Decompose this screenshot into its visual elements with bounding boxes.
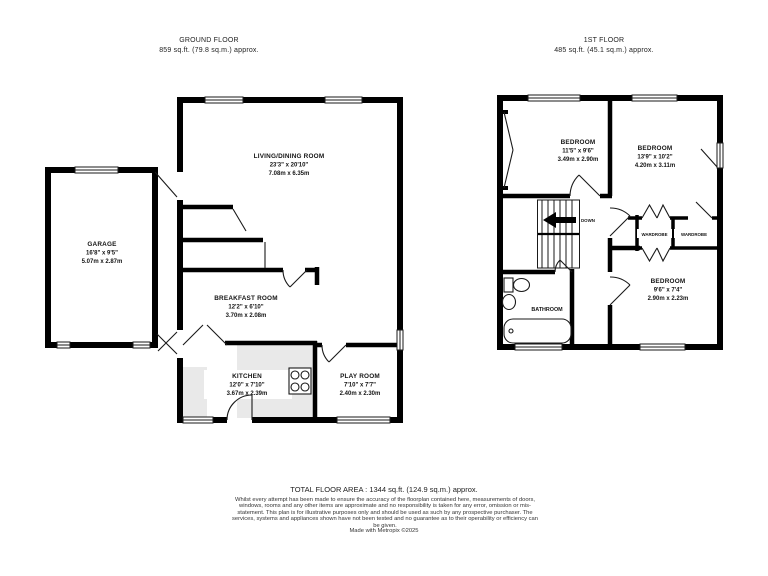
first-floor-area: 485 sq.ft. (45.1 sq.m.) approx. (554, 46, 654, 54)
room-dim-living-dining-metric: 7.08m x 6.35m (268, 171, 310, 177)
room-dim-kitchen-metric: 3.67m x 2.39m (226, 391, 268, 397)
room-label-breakfast: BREAKFAST ROOM (214, 295, 278, 302)
window (183, 417, 213, 423)
room-label-bedroom-right: BEDROOM (637, 145, 673, 152)
stairs (538, 200, 595, 268)
window (205, 97, 243, 103)
bathtub-icon (504, 319, 571, 343)
sink-icon (503, 295, 516, 310)
window (632, 95, 677, 101)
window (133, 342, 150, 348)
total-floor-area: TOTAL FLOOR AREA : 1344 sq.ft. (124.9 sq.m.) approx. (290, 485, 478, 494)
room-dim-living-dining-imperial: 23'3" x 20'10" (269, 162, 309, 169)
window (75, 167, 118, 173)
room-label-kitchen: KITCHEN (232, 373, 262, 380)
window (717, 143, 723, 168)
room-dim-play-imperial: 7'10" x 7'7" (344, 382, 376, 389)
garage-walls (45, 167, 158, 348)
window (325, 97, 362, 103)
room-dim-bedroom-right-imperial: 13'9" x 10'2" (637, 154, 673, 161)
room-dim-kitchen-imperial: 12'0" x 7'10" (229, 382, 265, 389)
room-dim-bedroom-left-metric: 3.49m x 2.90m (557, 157, 599, 163)
room-label-living-dining: LIVING/DINING ROOM (253, 153, 325, 160)
room-label-garage: GARAGE (87, 241, 117, 248)
room-label-bedroom-left: BEDROOM (560, 139, 596, 146)
window (57, 342, 70, 348)
window (397, 330, 403, 350)
room-dim-bedroom-back-metric: 2.90m x 2.23m (647, 296, 689, 302)
ground-floor-area: 859 sq.ft. (79.8 sq.m.) approx. (159, 46, 259, 54)
ground-floor-title: GROUND FLOOR (179, 37, 239, 44)
stairs-down-label: DOWN (581, 218, 595, 223)
bathtub-tap-icon (509, 329, 513, 333)
window (515, 344, 562, 350)
room-dim-bedroom-back-imperial: 9'6" x 7'4" (653, 287, 683, 294)
room-dim-bedroom-left-imperial: 11'5" x 9'6" (562, 148, 594, 155)
room-label-bathroom: BATHROOM (531, 307, 563, 313)
first-floor-title: 1ST FLOOR (583, 37, 625, 44)
kitchen-counter-strip (183, 367, 207, 418)
room-dim-bedroom-right-metric: 4.20m x 3.11m (634, 163, 676, 169)
toilet-bowl-icon (514, 279, 530, 292)
ground-floor-plan (45, 97, 403, 423)
room-dim-play-metric: 2.40m x 2.30m (339, 391, 381, 397)
room-dim-breakfast-metric: 3.70m x 2.08m (225, 313, 267, 319)
room-label-wardrobe-left: WARDROBE (641, 232, 668, 237)
credit-text: Made with Metropix ©2025 (349, 528, 419, 534)
toilet-icon (504, 278, 513, 292)
stove-icon (289, 368, 311, 394)
disclaimer-text: Whilst every attempt has been made to ensure the accuracy of the floorplan contained here, measurements of doors, windows, rooms and any other items are approximate and no responsibility is taken for any error, omission or mis-statement. This plan is for illustrative purposes only and should be used as such by any prospective purchaser. The services, systems and appliances shown have not been tested and no guarantee as to their operability or efficiency can be given. (231, 497, 539, 529)
window (337, 417, 390, 423)
first-floor-plan (497, 95, 723, 350)
window (640, 344, 685, 350)
room-dim-breakfast-imperial: 12'2" x 6'10" (228, 304, 264, 311)
room-label-bedroom-back: BEDROOM (650, 278, 686, 285)
room-label-wardrobe-right: WARDROBE (680, 232, 708, 237)
room-label-play: PLAY ROOM (340, 373, 380, 380)
room-dim-garage-imperial: 16'8" x 9'5" (86, 250, 118, 257)
room-dim-garage-metric: 5.07m x 2.87m (81, 259, 123, 265)
window (528, 95, 580, 101)
